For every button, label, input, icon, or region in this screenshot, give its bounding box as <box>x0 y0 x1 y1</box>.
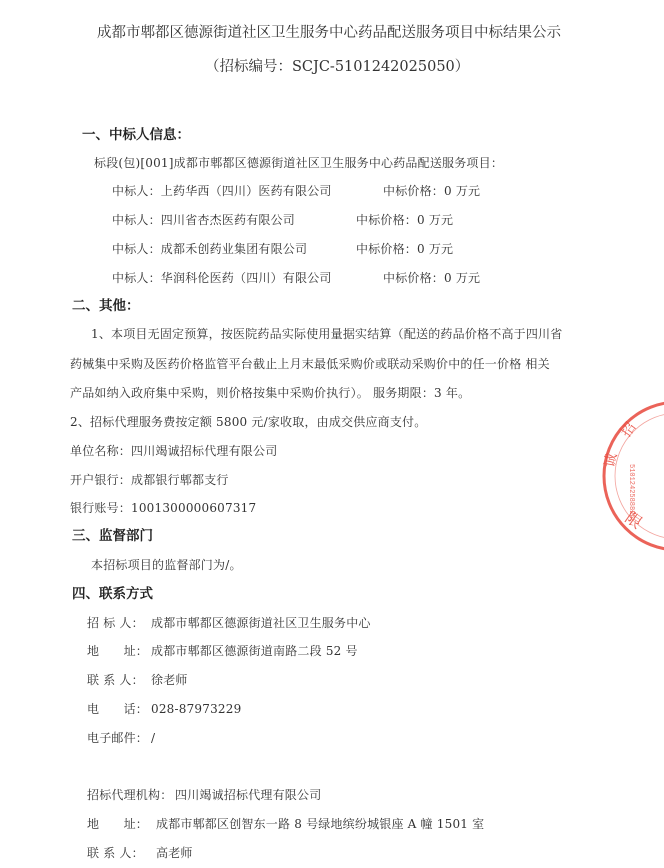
winner-name: 中标人：成都禾创药业集团有限公司 <box>112 242 308 256</box>
contact-label: 电子邮件： <box>87 731 149 745</box>
agency-value: 成都市郫都区创智东一路 8 号绿地缤纷城银座 A 幢 1501 室 <box>156 817 485 831</box>
section-winners-heading: 一、中标人信息： <box>82 127 190 143</box>
contact-value: 徐老师 <box>151 673 188 687</box>
winner-name: 中标人：四川省杏杰医药有限公司 <box>112 213 296 227</box>
lot-intro: 标段(包)[001]成都市郫都区德源街道社区卫生服务中心药品配送服务项目： <box>94 156 504 170</box>
other-text-line: 药械集中采购及医药价格监管平台截止上月末最低采购价或联动采购价中的任一价格 相关 <box>70 357 550 371</box>
section-contact-heading: 四、联系方式 <box>72 586 153 602</box>
winner-price: 中标价格：0 万元 <box>383 184 481 198</box>
company-seal <box>600 398 664 554</box>
contact-label: 电 话： <box>87 702 149 716</box>
other-text-line: 开户银行：成都银行郫都支行 <box>70 473 229 487</box>
winner-name: 中标人：华润科伦医药（四川）有限公司 <box>112 271 332 285</box>
svg-text:诚: 诚 <box>603 452 621 469</box>
svg-text:招: 招 <box>618 420 640 441</box>
agency-value: 高老师 <box>156 846 193 860</box>
other-text-line: 单位名称：四川竭诚招标代理有限公司 <box>70 444 278 458</box>
contact-label: 地 址： <box>87 644 149 658</box>
agency-label: 联 系 人： <box>87 846 144 860</box>
tender-number: （招标编号：SCJC-5101242025050） <box>205 59 470 75</box>
contact-label: 联 系 人： <box>87 673 144 687</box>
other-text-line: 银行账号：1001300000607317 <box>70 501 257 515</box>
winner-name: 中标人：上药华西（四川）医药有限公司 <box>112 184 332 198</box>
section-other-heading: 二、其他： <box>72 298 140 314</box>
agency-value: 四川竭诚招标代理有限公司 <box>175 788 322 802</box>
contact-label: 招 标 人： <box>87 616 144 630</box>
winner-price: 中标价格：0 万元 <box>356 213 454 227</box>
winner-price: 中标价格：0 万元 <box>383 271 481 285</box>
section-supervision-heading: 三、监督部门 <box>72 528 153 544</box>
svg-text:限: 限 <box>621 509 645 533</box>
other-text-line: 2、招标代理服务费按定额 5800 元/家收取，由成交供应商支付。 <box>70 415 427 429</box>
agency-label: 招标代理机构： <box>87 788 173 802</box>
winner-price: 中标价格：0 万元 <box>356 242 454 256</box>
other-text-line: 1、本项目无固定预算，按医院药品实际使用量据实结算（配送的药品价格不高于四川省 <box>91 327 563 341</box>
contact-value: 成都市郫都区德源街道南路二段 52 号 <box>151 644 358 658</box>
other-text-line: 产品如纳入政府集中采购，则价格按集中采购价执行）。 服务期限：3 年。 <box>70 386 471 400</box>
svg-text:5101242588825: 5101242588825 <box>627 464 635 519</box>
agency-label: 地 址： <box>87 817 149 831</box>
page-title: 成都市郫都区德源街道社区卫生服务中心药品配送服务项目中标结果公示 <box>97 25 561 41</box>
contact-value: 028-87973229 <box>151 702 242 716</box>
contact-value: / <box>151 731 156 745</box>
contact-value: 成都市郫都区德源街道社区卫生服务中心 <box>151 616 371 630</box>
supervision-text: 本招标项目的监督部门为/。 <box>91 558 242 572</box>
